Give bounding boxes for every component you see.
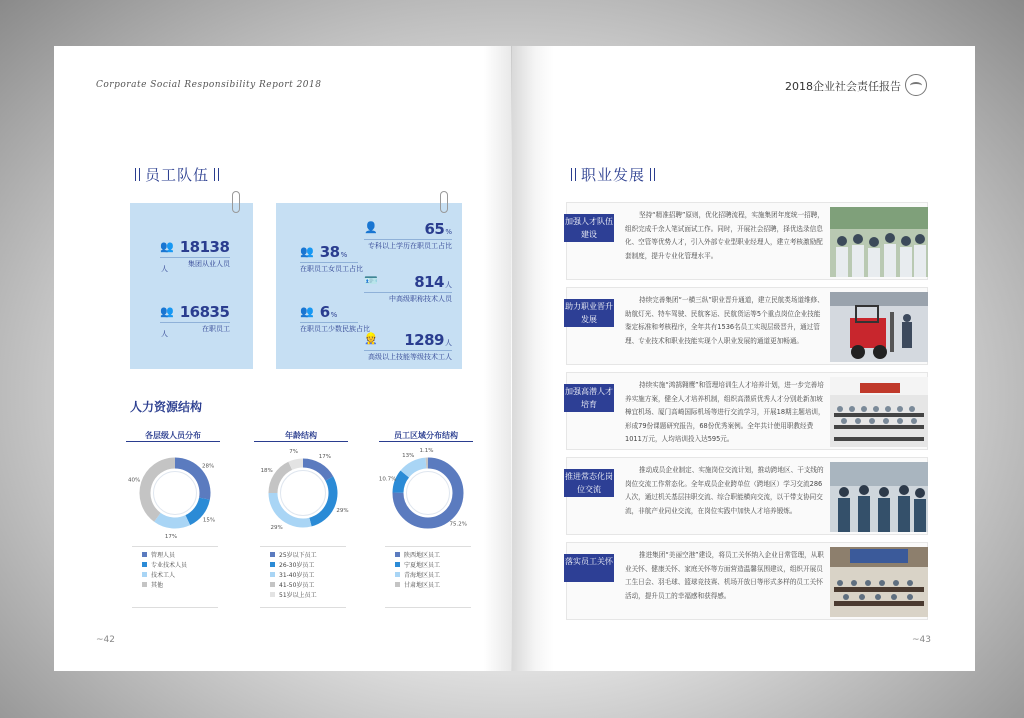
id-card-icon: 🪪 [364, 274, 378, 287]
row-tag: 加强高潜人才培育 [564, 384, 614, 412]
slice-value-label: 75.2% [449, 521, 467, 528]
legend-item [270, 571, 317, 581]
stat-minority-ratio: 👥 6% 在职员工少数民族占比 [300, 303, 370, 333]
slice-value-label: 7% [289, 449, 298, 456]
legend-label: 26-30岁员工 [279, 562, 315, 569]
stat-skilled-workers: 👷 1289人 高级以上技能等级技术工人 [364, 331, 452, 361]
people-icon: 👥 [160, 305, 174, 318]
slice-value-label: 1.1% [419, 448, 434, 455]
legend-item [142, 581, 187, 591]
legend-swatch [270, 582, 275, 587]
worker-icon: 👷 [364, 332, 378, 345]
legend-label: 其他 [151, 582, 164, 589]
legend-label: 陕西地区员工 [404, 552, 441, 559]
slice-value-label: 17% [318, 453, 332, 460]
career-row-rotation [566, 457, 928, 535]
legend-item [270, 561, 317, 571]
legend-label: 51岁以上员工 [279, 592, 317, 599]
legend-item [142, 551, 187, 561]
legend-swatch [270, 552, 275, 557]
donut-inner-ring [407, 472, 450, 515]
people-icon: 👥 [300, 305, 314, 318]
photo-meeting [830, 547, 928, 617]
page-number-left: ~42 [96, 635, 115, 645]
legend-label: 宁夏地区员工 [404, 562, 441, 569]
career-row-high-potential [566, 372, 928, 450]
legend-swatch [270, 592, 275, 597]
left-page [54, 46, 511, 671]
legend-label: 25岁以下员工 [279, 552, 317, 559]
legend-swatch [142, 582, 147, 587]
donut-inner-ring [281, 471, 326, 516]
donut-chart-levels [120, 448, 230, 538]
legend-label: 技术工人 [151, 572, 176, 579]
legend-item [142, 561, 187, 571]
right-page [512, 46, 975, 671]
stat-active-staff: 👥 16835人 在职员工 [160, 303, 230, 338]
row-text: 持续完善集团“一横三纵”职业晋升通道，建立民航类场道维修、助航灯光、特车驾驶、民航客运、民航货运等5个重点岗位企业技能鉴定标准和考核程序，全年共有1536名员工实现层级晋升，通过管理、专业技术和职业技能实现个人职业发展的通道更加畅通。 [625, 296, 824, 345]
donut-slice-2 [398, 474, 405, 493]
chart-title-region: 员工区域分布结构 [394, 431, 458, 440]
donut-slice-4 [273, 466, 290, 493]
donut-slice-3 [157, 517, 187, 523]
chart-title-age: 年龄结构 [285, 431, 317, 440]
donut-chart-region [373, 448, 483, 538]
legend-item [395, 571, 440, 581]
donut-inner-ring [154, 472, 197, 515]
slice-value-label: 10.7% [378, 476, 397, 483]
row-text: 坚持“精准招聘”原则，优化招聘流程，实施集团年度统一招聘，组织完成千余人笔试面试工作。同时，开展社会招聘，择优选录信息化、空管等优势人才，引入外部专业型职业经理人，建立考核激励配套制度，提升专业化管理水平。 [625, 211, 824, 260]
paperclip-icon [232, 191, 240, 213]
career-row-promotion [566, 287, 928, 365]
slice-value-label: 15% [202, 517, 216, 524]
legend-item [270, 591, 317, 601]
donut-slice-2 [310, 479, 333, 523]
stat-total-staff: 👥 18138人 集团从业人员 [160, 238, 230, 273]
legend-item [270, 551, 317, 561]
donut-slice-4 [145, 463, 175, 517]
slice-value-label: 28% [202, 463, 215, 470]
company-logo-icon [905, 74, 927, 96]
section-title-career: 职业发展 [566, 164, 660, 185]
legend-swatch [395, 552, 400, 557]
legend-item [395, 551, 440, 561]
legend-swatch [395, 572, 400, 577]
photo-exchange [830, 462, 928, 532]
photo-training-hall [830, 377, 928, 447]
legend-label: 31-40岁员工 [279, 572, 315, 579]
legend-label: 甘肃地区员工 [404, 582, 441, 589]
divider [254, 441, 348, 442]
stats-card-a [130, 203, 253, 369]
row-tag: 落实员工关怀 [564, 554, 614, 582]
legend-label: 管理人员 [151, 552, 176, 559]
running-header-left: Corporate Social Responsibility Report 2018 [96, 80, 322, 90]
divider [379, 441, 473, 442]
legend-label: 青海地区员工 [404, 572, 441, 579]
legend-region [395, 551, 440, 591]
slice-value-label: 29% [270, 524, 283, 531]
legend-swatch [395, 582, 400, 587]
donut-slice-5 [290, 463, 303, 466]
legend-label: 41-50岁员工 [279, 582, 315, 589]
legend-swatch [142, 552, 147, 557]
people-icon: 👥 [300, 245, 314, 258]
legend-swatch [395, 562, 400, 567]
legend-item [395, 581, 440, 591]
slice-value-label: 29% [336, 508, 349, 515]
legend-item [395, 561, 440, 571]
row-tag: 加强人才队伍建设 [564, 214, 614, 242]
paperclip-icon [440, 191, 448, 213]
row-tag: 助力职业晋升发展 [564, 299, 614, 327]
row-text: 持续实施“鸿鹄翱鹰”和管理培训生人才培养计划，进一步完善培养实施方案，健全人才培养机制，组织高潜质优秀人才分别赴新加坡樟宜机场、厦门高崎国际机场等进行交流学习，开展18期主题培训，形成79份课题研究报告，68份优秀案例。全年共计使用职教经费1011万元，人均培训投入达595元。 [625, 381, 825, 444]
donut-slice-1 [175, 463, 205, 499]
legend-swatch [270, 572, 275, 577]
row-text: 推进集团“美丽空港”建设，将员工关怀纳入企业日常管理，从职业关怀、健康关怀、家庭关怀等方面营造温馨氛围建议，组织开展员工生日会、羽毛球、篮球竞技赛、机场开放日等形式多样的员工关怀活动，提升员工的幸福感和获得感。 [625, 551, 824, 600]
photo-forklift [830, 292, 928, 362]
stat-female-ratio: 👥 38% 在职员工女员工占比 [300, 243, 363, 273]
section-title-workforce: 员工队伍 [130, 164, 224, 185]
legend-swatch [270, 562, 275, 567]
chart-title-levels: 各层级人员分布 [145, 431, 201, 440]
running-header-right: 2018企业社会责任报告 [785, 80, 901, 93]
donut-chart-age [248, 448, 358, 538]
page-number-right: ~43 [912, 635, 931, 645]
legend-label: 专业技术人员 [151, 562, 188, 569]
slice-value-label: 17% [164, 533, 178, 538]
donut-slice-3 [273, 493, 310, 523]
photo-group [830, 207, 928, 277]
legend-age [270, 551, 317, 601]
divider [126, 441, 220, 442]
stat-senior-titles: 🪪 814人 中高级职称技术人员 [364, 273, 452, 303]
career-row-talent [566, 202, 928, 280]
legend-swatch [142, 572, 147, 577]
person-icon: 👤 [364, 221, 378, 234]
row-tag: 推进常态化岗位交流 [564, 469, 614, 497]
people-icon: 👥 [160, 240, 174, 253]
legend-item [142, 571, 187, 581]
slice-value-label: 13% [402, 452, 415, 459]
stat-college-ratio: 👤 65% 专科以上学历在职员工占比 [364, 220, 452, 250]
legend-item [270, 581, 317, 591]
legend-levels [142, 551, 187, 591]
slice-value-label: 18% [260, 467, 273, 474]
slice-value-label: 40% [127, 477, 141, 484]
hr-structure-title: 人力资源结构 [130, 400, 203, 414]
row-text: 推动成员企业制定、实施岗位交流计划，推动跨地区、干支线的岗位交流工作常态化。全年成员企业跨单位（跨地区）学习交流286人次，通过机关基层挂职交流、综合职能横向交流，以干带支协同交流，非航产业同业交流，在岗位实践中加快人才培养锻炼。 [625, 466, 824, 515]
legend-swatch [142, 562, 147, 567]
career-row-care [566, 542, 928, 620]
